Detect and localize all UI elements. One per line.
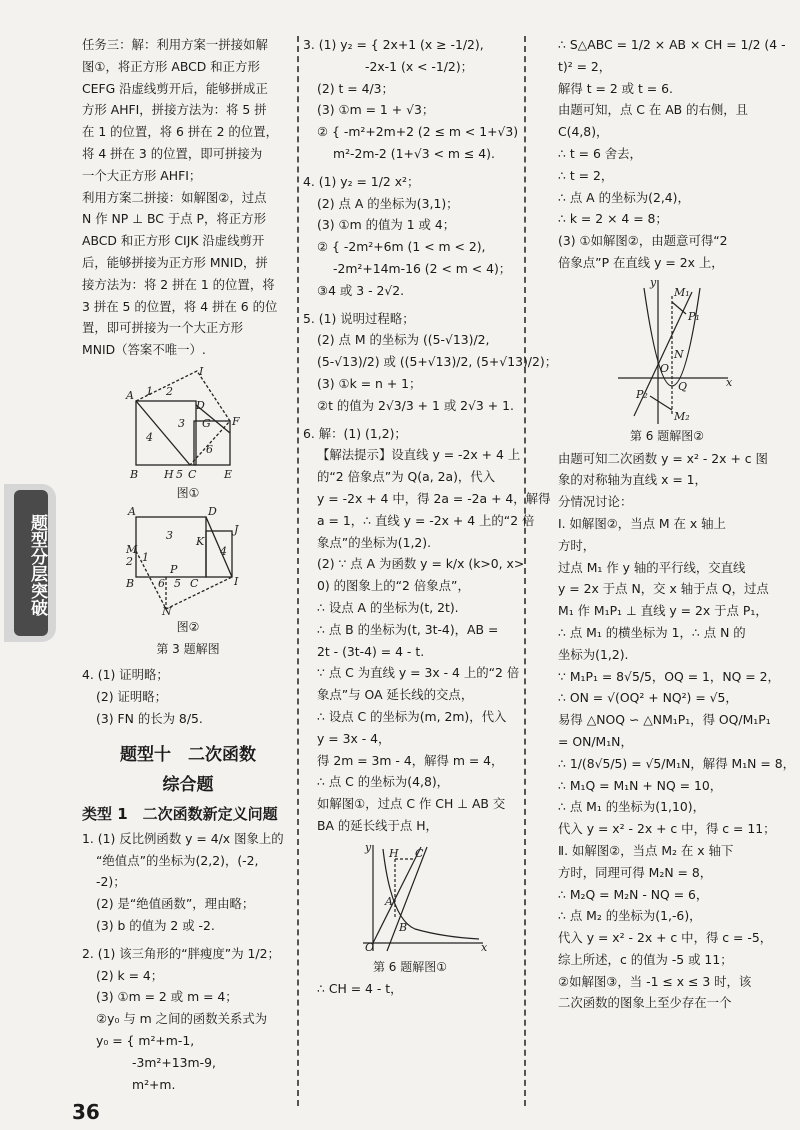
- column-divider-1: [297, 36, 299, 1106]
- text-line: 倍象点”P 在直线 y = 2x 上，: [558, 254, 724, 270]
- svg-text:5: 5: [176, 467, 183, 481]
- text-line: 由题可知二次函数 y = x² - 2x + c 图: [558, 450, 768, 466]
- text-line: 由题可知，点 C 在 AB 的右侧，且: [558, 102, 749, 118]
- text-line: (2) 点 M 的坐标为 ((5-√13)/2,: [317, 332, 490, 348]
- text-line: ∴ 点 M₂ 的坐标为(1,-6)，: [558, 908, 702, 924]
- text-line: 代入 y = x² - 2x + c 中，得 c = -5，: [558, 930, 773, 946]
- text-line: ∴ 点 M₁ 的坐标为(1,10)，: [558, 799, 705, 815]
- text-line: (2) 是“绝值函数”，理由略；: [96, 896, 255, 912]
- text-line: ∴ 设点 C 的坐标为(m, 2m)，代入: [317, 708, 507, 724]
- text-line: 6. 解：(1) (1,2)；: [303, 425, 407, 441]
- text-line: 后，能够拼接为正方形 MNID，拼: [82, 254, 268, 270]
- text-line: m²+m.: [132, 1076, 176, 1092]
- side-tab: [4, 484, 56, 642]
- text-line: ∴ CH = 4 - t，: [317, 981, 403, 997]
- text-line: (3) ①k = n + 1；: [317, 375, 422, 391]
- svg-text:2: 2: [166, 384, 173, 398]
- text-line: (2) 点 A 的坐标为(3,1)；: [317, 195, 459, 211]
- text-line: 代入 y = x² - 2x + c 中，得 c = 11；: [558, 821, 776, 837]
- text-line: 1. (1) 反比例函数 y = 4/x 图象上的: [82, 830, 284, 846]
- svg-text:M₁: M₁: [674, 285, 690, 299]
- svg-text:3: 3: [178, 416, 185, 430]
- text-line: t)² = 2，: [558, 58, 612, 74]
- figure-6-1: [303, 839, 517, 957]
- text-line: 过点 M₁ 作 y 轴的平行线，交直线: [558, 559, 746, 575]
- column-divider-2: [524, 36, 526, 1106]
- svg-text:P₂: P₂: [636, 387, 648, 401]
- text-line: 二次函数的图象上至少存在一个: [558, 995, 732, 1011]
- figure-6-1-caption: 第 6 题解图①: [372, 959, 448, 974]
- text-line: ∴ 设点 A 的坐标为(t, 2t).: [317, 599, 459, 615]
- q3-block: [303, 34, 517, 165]
- text-line: ∴ M₂Q = M₂N - NQ = 6，: [558, 886, 709, 902]
- text-line: y = 2x 于点 N，交 x 轴于点 Q，过点: [558, 581, 769, 597]
- text-line: 方时，同理可得 M₂N = 8，: [558, 864, 713, 880]
- text-line: 得 2m = 3m - 4，解得 m = 4，: [317, 752, 504, 768]
- text-line: 任务三：解：利用方案一拼接如解: [82, 37, 268, 52]
- text-line: 分情况讨论：: [558, 494, 633, 510]
- svg-text:I: I: [199, 364, 204, 378]
- text-line: ∴ ON = √(OQ² + NQ²) = √5，: [558, 690, 738, 706]
- text-line: a = 1，∴ 直线 y = -2x + 4 上的“2 倍: [317, 512, 535, 528]
- svg-text:6: 6: [158, 576, 165, 590]
- text-line: ∴ t = 2，: [558, 167, 614, 183]
- q4-block: [303, 171, 517, 302]
- text-line: -3m²+13m-9,: [132, 1054, 216, 1070]
- text-line: 易得 △NOQ ∽ △NM₁P₁，得 OQ/M₁P₁: [558, 712, 771, 728]
- text-line: (2) t = 4/3；: [317, 80, 394, 96]
- text-line: ∴ t = 6 舍去，: [558, 145, 642, 161]
- text-line: ③4 或 3 - 2√2.: [317, 282, 405, 298]
- svg-text:C: C: [415, 846, 424, 860]
- column-1: [82, 34, 294, 1095]
- figure-group-caption: 第 3 题解图: [156, 641, 220, 656]
- svg-text:F: F: [232, 414, 240, 428]
- text-line: 5. (1) 说明过程略；: [303, 310, 415, 326]
- text-line: -2m²+14m-16 (2 < m < 4)；: [333, 260, 512, 276]
- svg-text:M₂: M₂: [674, 409, 690, 423]
- svg-text:O: O: [660, 361, 670, 375]
- text-line: (3) FN 的长为 8/5.: [96, 710, 203, 726]
- text-line: 将 4 拼在 3 的位置，即可拼接为: [82, 145, 263, 161]
- text-line: BA 的延长线于点 H，: [317, 817, 438, 833]
- svg-text:J: J: [234, 522, 239, 536]
- text-line: -2x-1 (x < -1/2)；: [365, 58, 474, 74]
- text-line: ∴ 点 A 的坐标为(2,4)，: [558, 189, 690, 205]
- figure-3-2: [82, 505, 292, 617]
- text-line: 接方法为：将 2 拼在 1 的位置，将: [82, 276, 275, 292]
- text-line: ∴ k = 2 × 4 = 8；: [558, 211, 668, 227]
- svg-text:4: 4: [220, 544, 227, 558]
- figure-6-2: [558, 274, 776, 426]
- text-line: ② { -m²+2m+2 (2 ≤ m < 1+√3): [317, 124, 519, 140]
- text-line: (3) ①m = 1 + √3；: [317, 102, 435, 118]
- text-line: 象点”的坐标为(1,2).: [317, 534, 432, 550]
- text-line: 一个大正方形 AHFI；: [82, 167, 202, 183]
- svg-text:y: y: [650, 275, 657, 289]
- text-line: Ⅰ. 如解图②，当点 M 在 x 轴上: [558, 515, 726, 531]
- text-line: 如解图①，过点 C 作 CH ⊥ AB 交: [317, 796, 506, 812]
- text-line: C(4,8)，: [558, 124, 609, 140]
- svg-text:M: M: [126, 542, 138, 556]
- svg-text:K: K: [196, 534, 205, 548]
- figure-3-1-caption: 图①: [176, 485, 200, 500]
- text-line: -2)；: [96, 874, 126, 890]
- text-line: Ⅱ. 如解图②，当点 M₂ 在 x 轴下: [558, 842, 734, 858]
- q4-block: [82, 664, 294, 729]
- svg-text:B: B: [399, 920, 408, 934]
- svg-text:G: G: [202, 416, 211, 430]
- text-line: ∴ 点 B 的坐标为(t, 3t-4)，AB =: [317, 621, 499, 637]
- svg-text:B: B: [126, 576, 135, 590]
- text-line: 的“2 倍象点”为 Q(a, 2a)，代入: [317, 469, 496, 485]
- svg-text:A: A: [126, 388, 134, 402]
- svg-text:C: C: [188, 467, 197, 481]
- text-line: 图①，将正方形 ABCD 和正方形: [82, 58, 260, 74]
- text-line: MNID（答案不唯一）.: [82, 342, 206, 358]
- text-line: 4. (1) y₂ = 1/2 x²；: [303, 173, 420, 189]
- svg-text:C: C: [190, 576, 199, 590]
- text-line: ∴ M₁Q = M₁N + NQ = 10，: [558, 777, 723, 793]
- text-line: 坐标为(1,2).: [558, 646, 629, 662]
- svg-text:y: y: [365, 840, 372, 854]
- text-line: (5-√13)/2) 或 ((5+√13)/2, (5+√13)/2)；: [317, 354, 558, 370]
- q5-block: [303, 308, 558, 417]
- text-line: m²-2m-2 (1+√3 < m ≤ 4).: [333, 145, 495, 161]
- col3-block-b: [558, 448, 795, 1015]
- text-line: ∴ 点 C 的坐标为(4,8)，: [317, 774, 450, 790]
- svg-text:Q: Q: [678, 379, 688, 393]
- q1-block: [82, 828, 294, 937]
- text-line: (3) ①m = 2 或 m = 4；: [96, 989, 238, 1005]
- svg-text:P: P: [170, 562, 178, 576]
- text-line: (3) b 的值为 2 或 -2.: [96, 917, 215, 933]
- text-line: 2. (1) 该三角形的“胖瘦度”为 1/2；: [82, 945, 280, 961]
- text-line: 2t - (3t-4) = 4 - t.: [317, 643, 425, 659]
- text-line: N 作 NP ⊥ BC 于点 P，将正方形: [82, 211, 266, 227]
- side-tab-label: 题型分层突破: [14, 490, 48, 636]
- text-line: 方形 AHFI，拼接方法为：将 5 拼: [82, 102, 267, 118]
- text-line: M₁ 作 M₁P₁ ⊥ 直线 y = 2x 于点 P₁，: [558, 603, 768, 619]
- section-subtitle: 综合题: [162, 774, 214, 795]
- text-line: (3) ①m 的值为 1 或 4；: [317, 217, 456, 233]
- text-line: 在 1 的位置，将 6 拼在 2 的位置，: [82, 124, 278, 140]
- text-line: (3) ①如解图②，由题意可得“2: [558, 233, 728, 249]
- text-line: ②如解图③，当 -1 ≤ x ≤ 3 时，该: [558, 973, 752, 989]
- text-line: “绝值点”的坐标为(2,2)，(-2,: [96, 852, 259, 868]
- svg-text:N: N: [674, 347, 684, 361]
- svg-text:A: A: [385, 894, 393, 908]
- text-line: 3 拼在 5 的位置，将 4 拼在 6 的位: [82, 298, 278, 314]
- text-line: y₀ = { m²+m-1,: [96, 1032, 195, 1048]
- text-line: (2) ∵ 点 A 为函数 y = k/x (k>0, x>: [317, 556, 525, 572]
- text-line: (2) k = 4；: [96, 967, 164, 983]
- text-line: 0) 的图象上的“2 倍象点”，: [317, 578, 470, 594]
- text-line: (2) 证明略；: [96, 689, 168, 705]
- svg-text:1: 1: [142, 550, 149, 564]
- text-line: ∴ 点 M₁ 的横坐标为 1，∴ 点 N 的: [558, 624, 746, 640]
- text-line: 置，即可拼接为一个大正方形: [82, 320, 244, 336]
- text-line: y = -2x + 4 中，得 2a = -2a + 4，解得: [317, 490, 551, 506]
- text-line: 方时，: [558, 537, 596, 553]
- q2-block: [82, 943, 294, 1096]
- svg-text:2: 2: [126, 554, 133, 568]
- column-2: [303, 34, 558, 1000]
- text-line: 象点”与 OA 延长线的交点，: [317, 687, 474, 703]
- svg-text:I: I: [234, 574, 239, 588]
- svg-text:P₁: P₁: [688, 309, 700, 323]
- svg-text:H: H: [164, 467, 174, 481]
- figure-3-2-caption: 图②: [176, 619, 200, 634]
- type-title: 类型 1 二次函数新定义问题: [82, 804, 278, 823]
- svg-text:D: D: [208, 504, 217, 518]
- page-number: 36: [72, 1100, 100, 1124]
- text-line: 象的对称轴为直线 x = 1，: [558, 472, 707, 488]
- text-line: ∴ S△ABC = 1/2 × AB × CH = 1/2 (4 -: [558, 37, 786, 52]
- text-line: 解得 t = 2 或 t = 6.: [558, 80, 673, 96]
- text-line: ∵ M₁P₁ = 8√5/5，OQ = 1，NQ = 2，: [558, 668, 780, 684]
- svg-text:x: x: [726, 375, 733, 389]
- svg-text:4: 4: [146, 430, 153, 444]
- text-line: ABCD 和正方形 CIJK 沿虚线剪开: [82, 233, 265, 249]
- svg-text:1: 1: [146, 384, 153, 398]
- text-line: ②y₀ 与 m 之间的函数关系式为: [96, 1011, 268, 1027]
- svg-text:B: B: [130, 467, 139, 481]
- svg-text:3: 3: [166, 528, 173, 542]
- svg-text:H: H: [389, 846, 399, 860]
- text-line: 综上所述，c 的值为 -5 或 11；: [558, 951, 733, 967]
- text-line: 3. (1) y₂ = { 2x+1 (x ≥ -1/2),: [303, 37, 484, 52]
- svg-text:A: A: [128, 504, 136, 518]
- column-3: [558, 34, 795, 1014]
- svg-text:x: x: [481, 940, 488, 954]
- text-line: = ON/M₁N，: [558, 733, 633, 749]
- task3-block: [82, 34, 294, 361]
- svg-text:N: N: [162, 604, 172, 617]
- svg-text:E: E: [224, 467, 233, 481]
- figure-6-2-caption: 第 6 题解图②: [629, 428, 705, 443]
- svg-text:6: 6: [206, 442, 213, 456]
- figure-3-1: [82, 365, 292, 483]
- text-line: ∵ 点 C 为直线 y = 3x - 4 上的“2 倍: [317, 665, 520, 681]
- section-title: 题型十 二次函数: [120, 744, 256, 765]
- text-line: ②t 的值为 2√3/3 + 1 或 2√3 + 1.: [317, 397, 514, 413]
- svg-text:O: O: [365, 940, 375, 954]
- svg-text:D: D: [196, 398, 205, 412]
- text-line: y = 3x - 4，: [317, 730, 391, 746]
- svg-text:5: 5: [174, 576, 181, 590]
- text-line: CEFG 沿虚线剪开后，能够拼成正: [82, 80, 268, 96]
- text-line: 【解法提示】设直线 y = -2x + 4 上: [317, 447, 521, 463]
- text-line: ∴ 1/(8√5/5) = √5/M₁N，解得 M₁N = 8，: [558, 755, 795, 771]
- text-line: 利用方案二拼接：如解图②，过点: [82, 189, 267, 205]
- col3-block-a: [558, 34, 786, 274]
- text-line: ② { -2m²+6m (1 < m < 2),: [317, 239, 486, 255]
- q6-block: [303, 423, 551, 837]
- text-line: 4. (1) 证明略；: [82, 667, 169, 683]
